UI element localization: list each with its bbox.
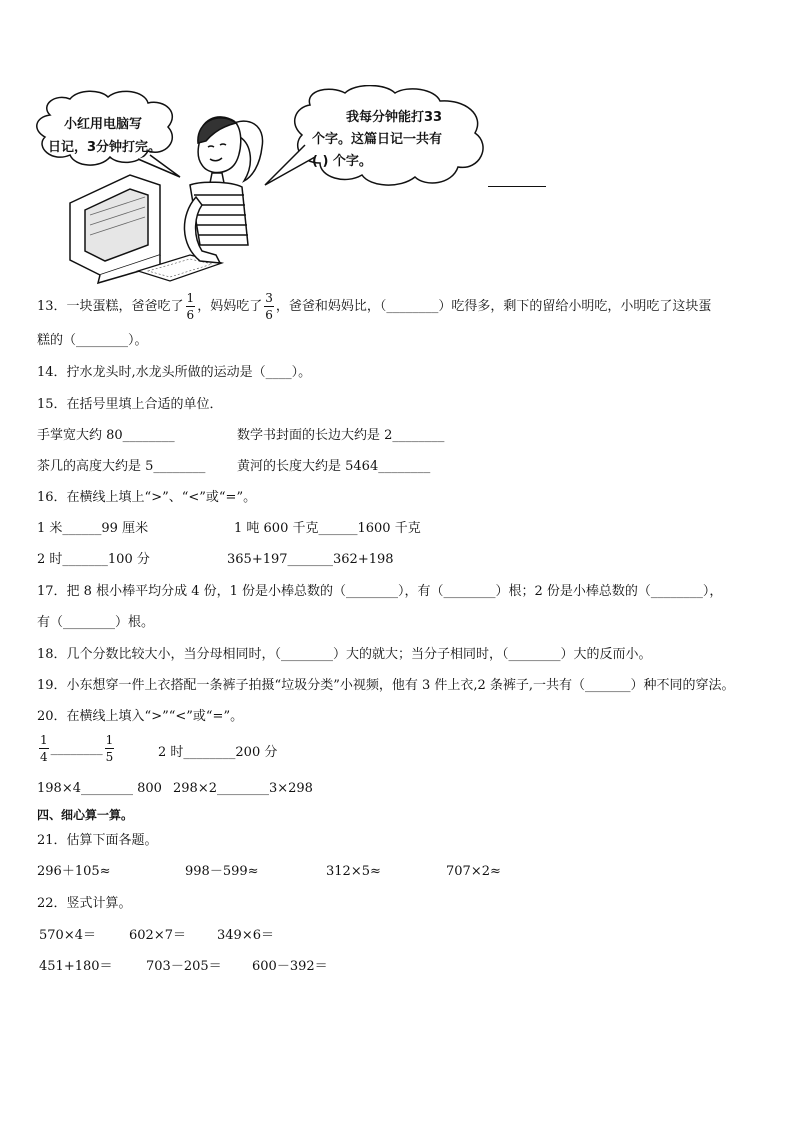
illustration xyxy=(30,85,550,285)
q22-row2-item-3: 600－392＝ xyxy=(252,959,328,974)
q13-text-part-1: 13．一块蛋糕，爸爸吃了 xyxy=(37,299,184,314)
q21-item-1: 296＋105≈ xyxy=(37,864,111,879)
q22-row1-item-1: 570×4＝ xyxy=(39,928,96,943)
question-22-title: 22．竖式计算。 xyxy=(37,896,132,911)
question-15-d: 黄河的长度大约是 5464________ xyxy=(237,459,431,474)
answer-blank-line[interactable] xyxy=(488,186,546,187)
question-17-line-2: 有（________）根。 xyxy=(37,615,155,630)
question-21-title: 21．估算下面各题。 xyxy=(37,833,158,848)
question-16-title: 16．在横线上填上“>”、“<”或“=”。 xyxy=(37,490,257,505)
question-20-title: 20．在横线上填入“>”“<”或“=”。 xyxy=(37,709,244,724)
fraction-1-5: $\frac{1}{5}$ xyxy=(105,733,114,764)
question-18: 18．几个分数比较大小，当分母相同时，（________）大的就大；当分子相同时，（________）大的反而小。 xyxy=(37,647,652,662)
question-15-a: 手掌宽大约 80________ xyxy=(37,428,175,443)
q22-row1-item-3: 349×6＝ xyxy=(217,928,274,943)
question-19: 19．小东想穿一件上衣搭配一条裤子拍摄“垃圾分类”小视频，他有 3 件上衣,2 条裤子,一共有（_______）种不同的穿法。 xyxy=(37,678,735,693)
question-13 xyxy=(37,292,711,321)
q13-text-part-2: ，妈妈吃了 xyxy=(197,299,263,314)
question-16-a: 1 米______99 厘米 xyxy=(37,521,149,536)
q22-row2-item-2: 703－205＝ xyxy=(146,959,222,974)
q22-row2-item-1: 451+180＝ xyxy=(39,959,113,974)
question-15-b: 数学书封面的长边大约是 2________ xyxy=(237,428,445,443)
q21-item-4: 707×2≈ xyxy=(446,864,501,879)
question-16-d: 365+197_______362+198 xyxy=(227,552,394,567)
computer-monitor xyxy=(70,175,160,283)
girl-figure xyxy=(184,117,262,263)
question-16-b: 1 吨 600 千克______1600 千克 xyxy=(234,521,421,536)
q13-text-part-3: ，爸爸和妈妈比，（________）吃得多，剩下的留给小明吃，小明吃了这块蛋 xyxy=(275,299,712,314)
question-20-a xyxy=(37,734,116,763)
fraction-3-6: $\frac{3}{6}$ xyxy=(265,291,273,322)
speech-bubble-left xyxy=(37,91,180,177)
question-16-c: 2 时_______100 分 xyxy=(37,552,150,567)
question-20-c: 198×4________ 800 xyxy=(37,781,162,796)
q21-item-2: 998－599≈ xyxy=(185,864,259,879)
question-20-d: 298×2________3×298 xyxy=(173,781,313,796)
bubble-right-line-2: 个字。这篇日记一共有 xyxy=(312,132,443,147)
section-4-heading: 四、细心算一算。 xyxy=(37,808,134,822)
question-13-line-2: 糕的（________）。 xyxy=(37,333,148,348)
question-15-title: 15．在括号里填上合适的单位． xyxy=(37,397,223,412)
question-15-c: 茶几的高度大约是 5________ xyxy=(37,459,206,474)
fraction-1-6: $\frac{1}{6}$ xyxy=(186,291,195,322)
q21-item-3: 312×5≈ xyxy=(326,864,381,879)
q22-row1-item-2: 602×7＝ xyxy=(129,928,186,943)
question-14: 14．拧水龙头时,水龙头所做的运动是（____）。 xyxy=(37,365,312,380)
bubble-right-line-1: 我每分钟能打33 xyxy=(346,110,443,125)
bubble-left-line-1: 小红用电脑写 xyxy=(64,117,143,132)
q20-blank-1: ________ xyxy=(50,741,103,756)
fraction-1-4: $\frac{1}{4}$ xyxy=(40,733,48,764)
question-20-b: 2 时________200 分 xyxy=(158,745,278,760)
bubble-left-line-2: 日记，3分钟打完。 xyxy=(48,140,162,155)
bubble-right-line-3: ( ) 个字。 xyxy=(312,154,372,169)
question-17-line-1: 17．把 8 根小棒平均分成 4 份，1 份是小棒总数的（________），有（________）根；2 份是小棒总数的（________）， xyxy=(37,584,723,599)
